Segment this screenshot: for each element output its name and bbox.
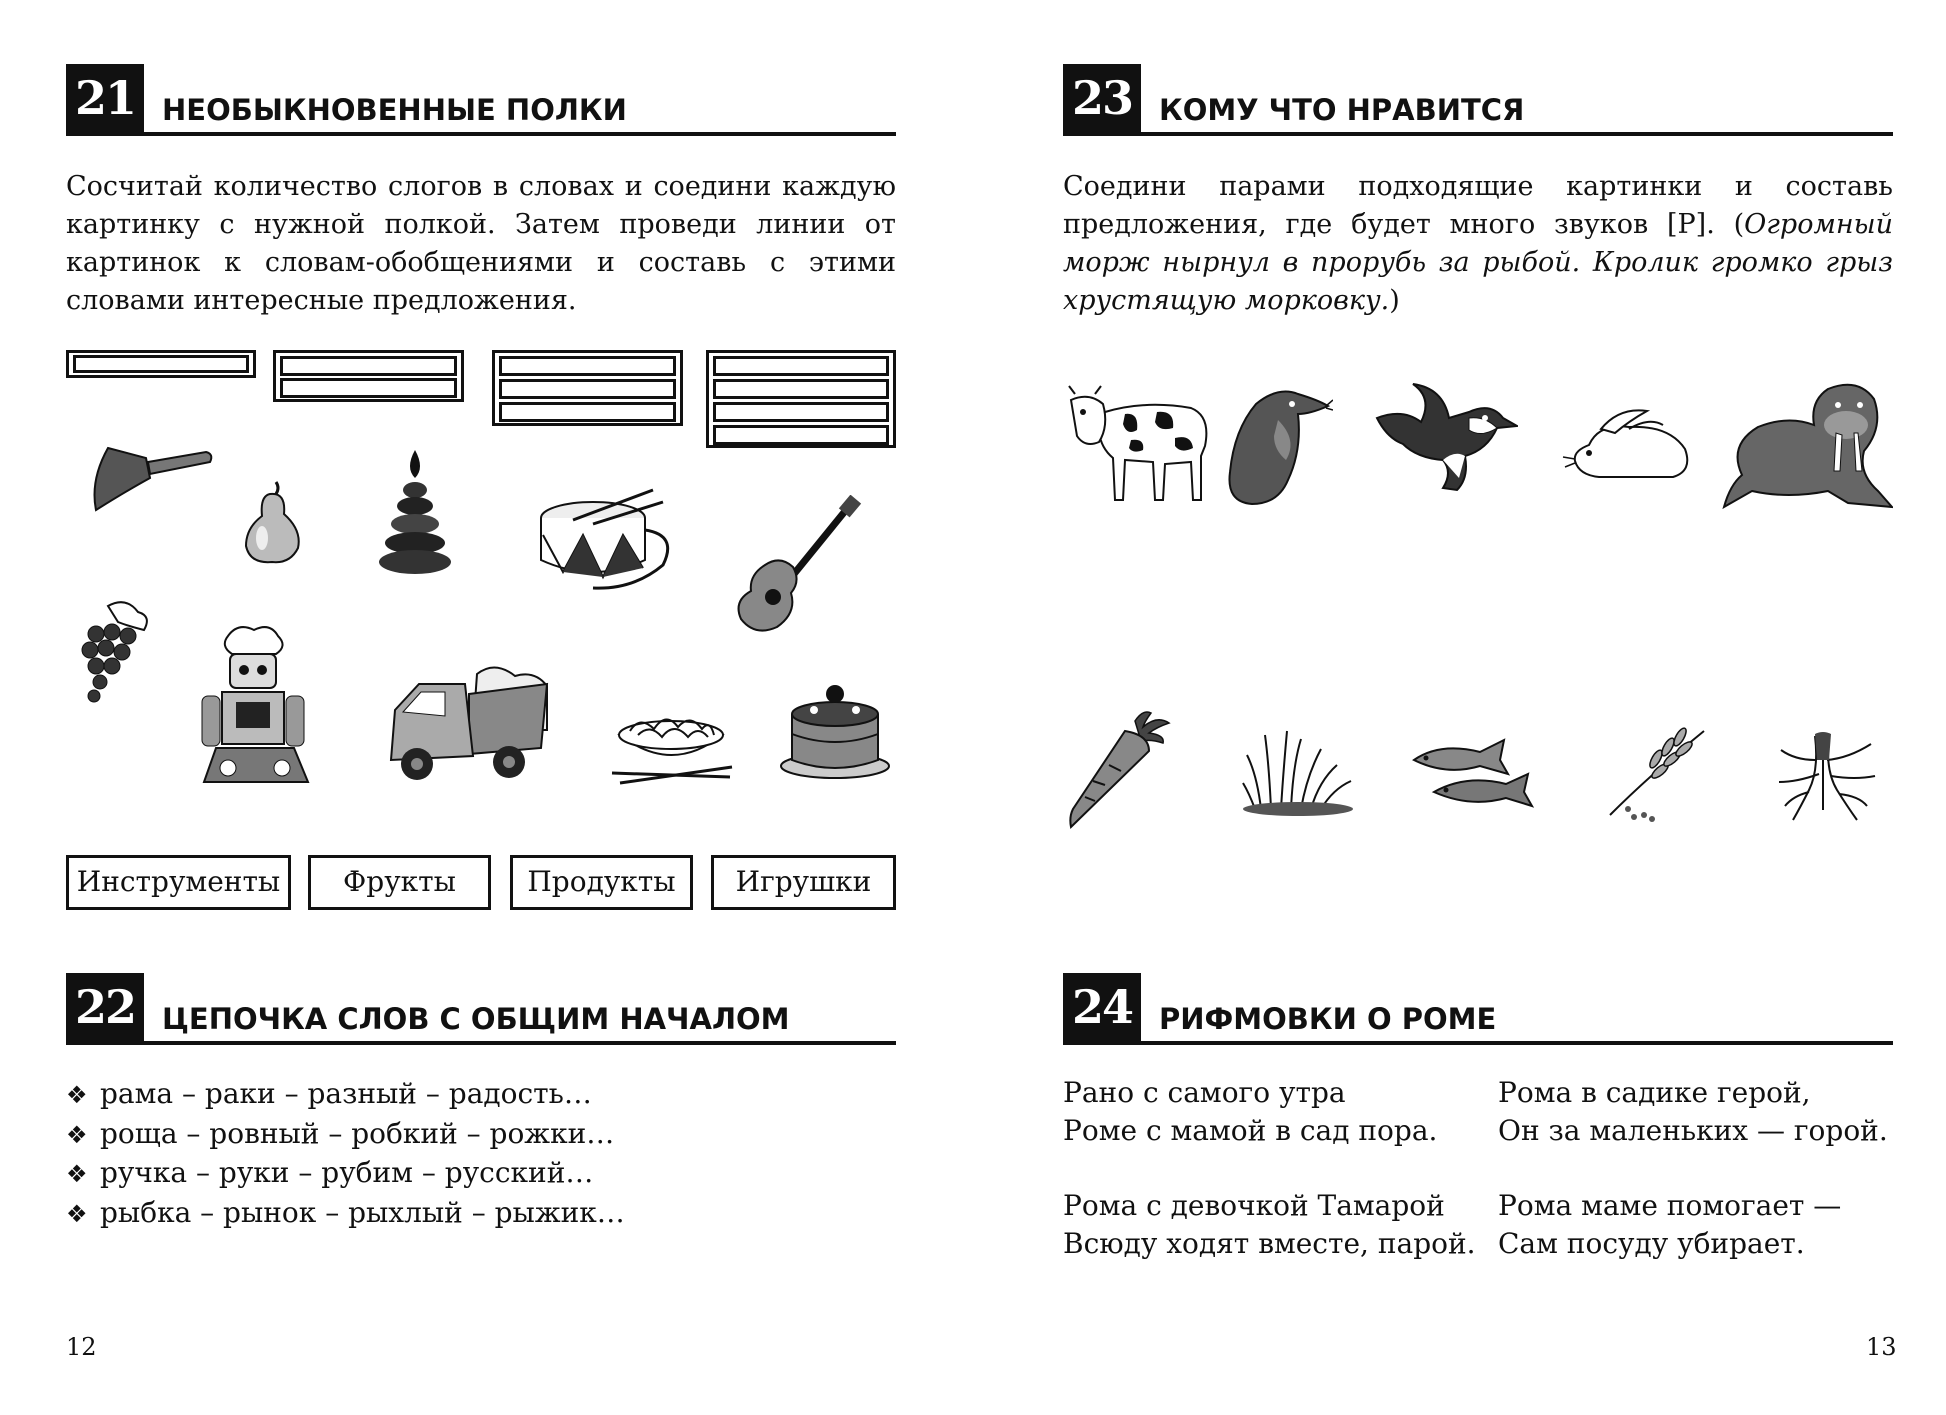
word-chain-list <box>66 1075 625 1233</box>
shelf-3 <box>492 350 683 426</box>
category-box: Фрукты <box>308 855 491 910</box>
shelf-2 <box>273 350 464 402</box>
walrus-picture <box>1718 375 1893 515</box>
grapes-picture <box>78 596 158 716</box>
wheat-picture <box>1600 725 1710 825</box>
section-title: НЕОБЫКНОВЕННЫЕ ПОЛКИ <box>162 93 627 127</box>
pyramid-toy-picture <box>375 448 455 578</box>
carrot-picture <box>1065 705 1175 830</box>
noodles-picture <box>610 695 735 790</box>
list-item: ❖ рыбка – рынок – рыхлый – рыжик… <box>66 1195 625 1229</box>
page-number: 12 <box>66 1333 97 1361</box>
poem-stanza: Рома с девочкой Тамарой Всюду ходят вместе, парой. <box>1063 1189 1476 1260</box>
shelf-1 <box>66 350 256 378</box>
poem-stanza: Рома в садике герой, Он за маленьких — горой. <box>1498 1076 1888 1147</box>
grass-picture <box>1241 725 1356 817</box>
section-number: 22 <box>66 973 144 1041</box>
list-item: ❖ роща – ровный – робкий – рожки… <box>66 1116 615 1150</box>
section-24-header <box>1063 973 1893 1045</box>
section-21-instructions: Сосчитай количество слогов в словах и соедини каждую картинку с нужной полкой. Затем проведи линии от картинок к словам-обобщениями и составь с этими словами интересные предложения. <box>66 171 896 316</box>
dump-truck-picture <box>385 660 550 792</box>
guitar-picture <box>735 495 865 635</box>
pear-picture <box>240 478 310 566</box>
section-title: РИФМОВКИ О РОМЕ <box>1159 1002 1497 1036</box>
axe-picture <box>88 440 218 515</box>
shelf-4 <box>706 350 896 448</box>
section-21-header <box>66 64 896 136</box>
section-title: КОМУ ЧТО НРАВИТСЯ <box>1159 93 1525 127</box>
list-item: ❖ рама – раки – разный – радость… <box>66 1077 592 1110</box>
cow-picture <box>1065 382 1213 512</box>
robot-picture <box>198 622 313 792</box>
section-23-header <box>1063 64 1893 136</box>
rabbit-picture <box>1559 405 1694 485</box>
page-number: 13 <box>1866 1333 1897 1361</box>
category-box: Инструменты <box>66 855 291 910</box>
category-box: Продукты <box>510 855 693 910</box>
category-box: Игрушки <box>711 855 896 910</box>
section-title: ЦЕПОЧКА СЛОВ С ОБЩИМ НАЧАЛОМ <box>162 1002 790 1036</box>
poem-stanza: Рома маме помогает — Сам посуду убирает. <box>1498 1189 1842 1260</box>
section-number: 24 <box>1063 973 1141 1041</box>
section-22-header <box>66 973 896 1045</box>
drum-picture <box>533 480 683 595</box>
roots-picture <box>1775 730 1880 825</box>
section-23-instructions: Соедини парами подходящие картинки и составь предложения, где будет много звуков [Р]. (Огромный морж нырнул в прорубь за рыбой. Кролик громко грыз хрустящую морковку.) <box>1063 171 1893 316</box>
fish-picture <box>1410 732 1535 812</box>
magpie-picture <box>1373 378 1518 500</box>
right-page <box>973 0 1946 1415</box>
list-item: ❖ ручка – руки – рубим – русский… <box>66 1156 594 1189</box>
example-sentences: Огромный морж нырнул в прорубь за рыбой. Кролик громко грыз хрустящую морковку. <box>1063 209 1893 316</box>
poem-stanza: Рано с самого утра Роме с мамой в сад пора. <box>1063 1076 1438 1147</box>
cake-picture <box>778 680 893 780</box>
section-number: 21 <box>66 64 144 132</box>
section-number: 23 <box>1063 64 1141 132</box>
mole-picture <box>1218 380 1333 510</box>
